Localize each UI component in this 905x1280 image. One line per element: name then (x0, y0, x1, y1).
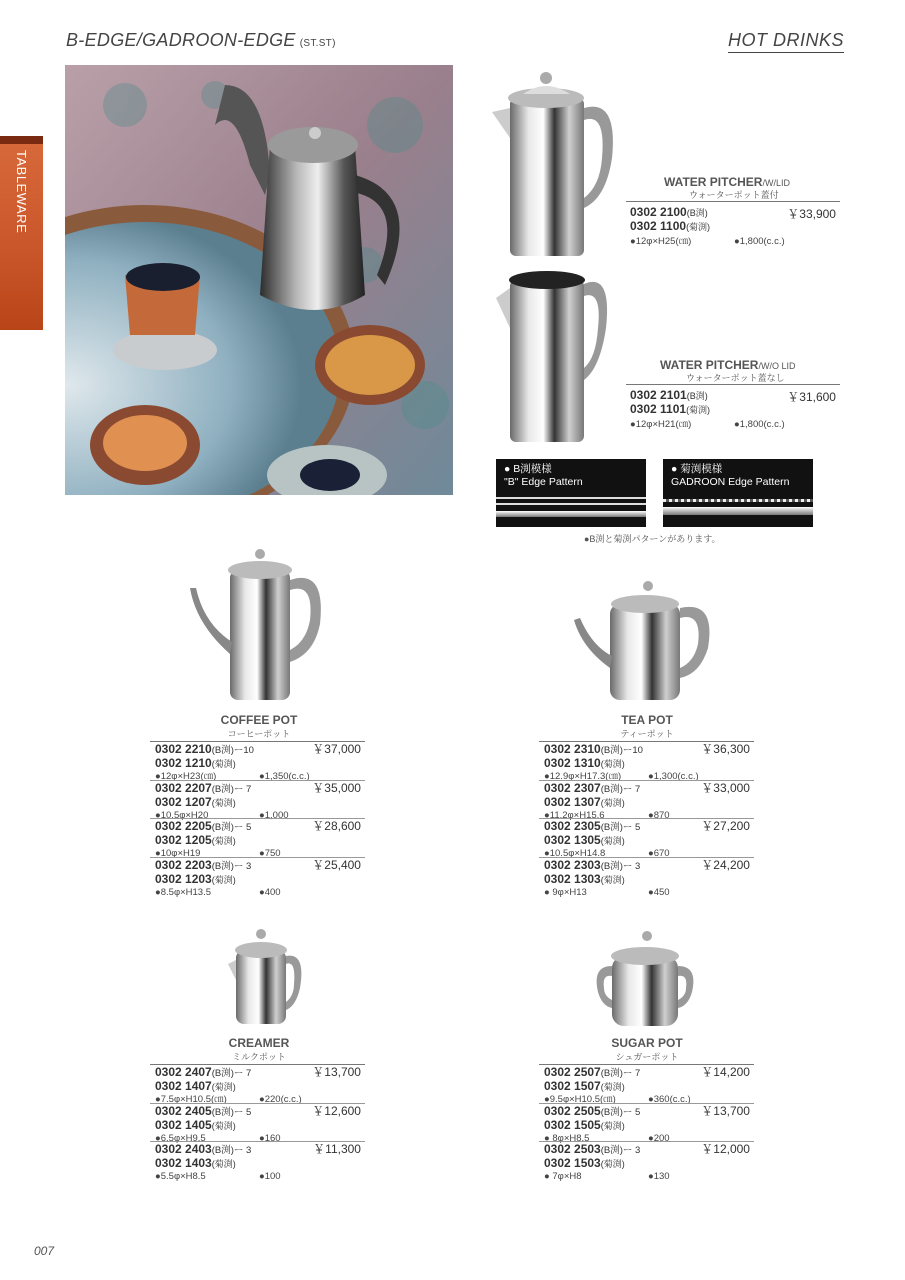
coffee-pot-jp: コーヒーポット (227, 729, 291, 739)
capacity: ●450 (648, 887, 670, 899)
item-code: 0302 1507 (544, 1079, 601, 1093)
sugar-pot-image (592, 926, 698, 1030)
capacity: ●220(c.c.) (259, 1094, 302, 1105)
section-title: B-EDGE/GADROON-EDGE (ST.ST) (66, 30, 336, 50)
edge-type: (菊渕) (600, 1159, 625, 1170)
edge-type: (菊渕) (600, 797, 625, 808)
capacity: ●360(c.c.) (648, 1094, 691, 1105)
edge-type: (B渕)ー 7 (211, 783, 252, 795)
dimensions: ●6.5φ×H9.5 (155, 1132, 206, 1144)
dimensions: ● 7φ×H8 (544, 1171, 582, 1183)
price: ￥24,200 (701, 858, 750, 873)
edge-type: (B渕)ー10 (600, 745, 643, 756)
creamer-spec-table (150, 1064, 365, 1183)
side-tab (0, 136, 43, 330)
item-code: 0302 2303 (544, 858, 601, 873)
price: ￥11,300 (313, 1142, 361, 1157)
item-code: 0302 1205 (155, 833, 212, 848)
capacity: ●750 (259, 848, 281, 860)
spec-row (150, 857, 365, 899)
item-code: 0302 1407 (155, 1079, 212, 1093)
price: ￥12,600 (312, 1103, 361, 1118)
item-code: 0302 1207 (155, 794, 212, 809)
spec-row (539, 741, 754, 780)
dimensions: ●8.5φ×H13.5 (155, 887, 212, 899)
edge-type: (菊渕) (600, 1120, 625, 1131)
price: ￥36,300 (701, 742, 750, 756)
capacity: ●1,350(c.c.) (259, 771, 310, 782)
price: ￥25,400 (312, 858, 361, 873)
item-code: 0302 1503 (544, 1156, 601, 1171)
item-code: 0302 1210 (155, 756, 212, 770)
item-code: 0302 2505 (544, 1103, 601, 1118)
edge-type: (菊渕) (600, 875, 625, 886)
water-pitcher-nolid-spec: 0302 2101(B渕) ￥31,600 0302 1101(菊渕) ●12φ×H21(㎝) ●1,800(c.c.) (630, 388, 836, 430)
item-code: 0302 1405 (155, 1117, 212, 1132)
capacity: ●200 (648, 1132, 670, 1144)
coffee-pot-spec-table (150, 741, 365, 899)
capacity: ●1,000 (259, 809, 289, 821)
water-pitcher-lid-jp: ウォーターポット蓋付 (689, 190, 779, 200)
price: ￥13,700 (312, 1065, 361, 1079)
item-code: 0302 1203 (155, 872, 212, 887)
water-pitcher-lid-image (488, 68, 620, 260)
side-tab-label: TABLEWARE (14, 150, 29, 234)
item-code: 0302 1505 (544, 1117, 601, 1132)
edge-type: (B渕)ー10 (211, 745, 254, 756)
item-code: 0302 2405 (155, 1103, 212, 1118)
water-pitcher-nolid-image (494, 268, 614, 448)
material-label: (ST.ST) (299, 38, 336, 49)
dimensions: ●12φ×H23(㎝) (155, 771, 217, 782)
item-code: 0302 1310 (544, 756, 601, 770)
edge-type: (B渕)ー 3 (600, 861, 641, 873)
spec-row (150, 780, 365, 819)
tea-pot-image (570, 578, 718, 704)
spec-row (539, 818, 754, 860)
item-code: 0302 1305 (544, 833, 601, 848)
dimensions: ●10.5φ×H20 (155, 809, 209, 821)
edge-type: (B渕)ー 5 (600, 822, 641, 834)
edge-type: (菊渕) (600, 836, 625, 847)
dimensions: ●12.9φ×H17.3(㎝) (544, 771, 622, 782)
spec-row (539, 857, 754, 899)
price: ￥13,700 (701, 1103, 750, 1118)
spec-row (150, 1064, 365, 1103)
creamer-jp: ミルクポット (232, 1052, 286, 1062)
edge-type: (B渕)ー 3 (211, 1145, 252, 1157)
dimensions: ●5.5φ×H8.5 (155, 1171, 206, 1183)
creamer-title: CREAMER (228, 1036, 290, 1050)
price: ￥27,200 (701, 819, 750, 834)
item-code: 0302 2203 (155, 858, 212, 873)
capacity: ●160 (259, 1132, 281, 1144)
sugar-pot-spec-table (539, 1064, 754, 1183)
edge-type: (B渕)ー 3 (600, 1145, 641, 1157)
capacity: ●670 (648, 848, 670, 860)
dimensions: ●11.2φ×H15.6 (544, 809, 605, 821)
item-code: 0302 2207 (155, 780, 212, 795)
item-code: 0302 1307 (544, 794, 601, 809)
item-code: 0302 2305 (544, 819, 601, 834)
edge-type: (菊渕) (211, 759, 236, 769)
lifestyle-photo (65, 65, 453, 495)
edge-type: (菊渕) (211, 1159, 236, 1170)
edge-type: (菊渕) (211, 797, 236, 808)
dimensions: ●10.5φ×H14.8 (544, 848, 606, 860)
item-code: 0302 2503 (544, 1142, 601, 1157)
dimensions: ●7.5φ×H10.5(㎝) (155, 1094, 227, 1105)
category-title: HOT DRINKS (728, 30, 844, 53)
page-number: 007 (34, 1244, 55, 1258)
item-code: 0302 2307 (544, 780, 601, 795)
item-code: 0302 2403 (155, 1142, 212, 1157)
edge-type: (菊渕) (211, 1082, 236, 1092)
spec-row (150, 1141, 365, 1183)
price: ￥28,600 (312, 819, 361, 834)
tea-pot-jp: ティーポット (620, 729, 674, 739)
edge-type: (B渕)ー 7 (600, 783, 641, 795)
edge-type: (B渕)ー 7 (600, 1068, 641, 1079)
price: ￥37,000 (312, 742, 361, 756)
coffee-pot-title: COFFEE POT (220, 713, 298, 727)
edge-type: (B渕)ー 7 (211, 1068, 252, 1079)
capacity: ●870 (648, 809, 670, 821)
edge-type: (菊渕) (211, 836, 236, 847)
water-pitcher-nolid-jp: ウォーターポット蓋なし (686, 373, 785, 383)
item-code: 0302 1403 (155, 1156, 212, 1171)
gadroon-edge-pattern-swatch: ● 菊渕模様 GADROON Edge Pattern (663, 459, 813, 527)
capacity: ●130 (648, 1171, 670, 1183)
spec-row (150, 741, 365, 780)
sugar-pot-title: SUGAR POT (611, 1036, 683, 1050)
edge-type: (菊渕) (211, 875, 236, 886)
edge-type: (菊渕) (600, 1082, 625, 1092)
spec-row (539, 1103, 754, 1142)
water-pitcher-lid-spec: 0302 2100(B渕) ￥33,900 0302 1100(菊渕) ●12φ×H25(㎝) ●1,800(c.c.) (630, 205, 836, 247)
spec-row (539, 1141, 754, 1183)
water-pitcher-lid-title: WATER PITCHER/W/LID (664, 175, 790, 189)
edge-type: (B渕)ー 5 (211, 822, 252, 834)
item-code: 0302 2310 (544, 742, 601, 756)
edge-type: (B渕)ー 5 (600, 1106, 641, 1118)
water-pitcher-nolid-title: WATER PITCHER/W/O LID (660, 358, 796, 372)
spec-row (150, 1103, 365, 1142)
coffee-pot-image (186, 544, 330, 704)
edge-type: (B渕)ー 3 (211, 861, 252, 873)
item-code: 0302 2210 (155, 742, 212, 756)
b-edge-pattern-swatch: ● B渕模様 "B" Edge Pattern (496, 459, 646, 527)
price: ￥33,000 (701, 780, 750, 795)
price: ￥12,000 (701, 1142, 750, 1157)
edge-type: (菊渕) (211, 1120, 236, 1131)
sugar-pot-jp: シュガーポット (615, 1052, 679, 1062)
capacity: ●1,300(c.c.) (648, 771, 699, 782)
item-code: 0302 2507 (544, 1065, 601, 1079)
item-code: 0302 1303 (544, 872, 601, 887)
dimensions: ● 8φ×H8.5 (544, 1132, 590, 1144)
spec-row (539, 780, 754, 819)
tea-pot-spec-table (539, 741, 754, 899)
dimensions: ● 9φ×H13 (544, 887, 587, 899)
price: ￥14,200 (701, 1065, 750, 1079)
spec-row (539, 1064, 754, 1103)
edge-type: (菊渕) (600, 759, 625, 769)
creamer-image (226, 926, 304, 1030)
pattern-note: ●B渕と菊渕パターンがあります。 (584, 534, 721, 544)
dimensions: ●9.5φ×H10.5(㎝) (544, 1094, 616, 1105)
spec-row (150, 818, 365, 860)
tea-pot-title: TEA POT (621, 713, 673, 727)
dimensions: ●10φ×H19 (155, 848, 201, 860)
item-code: 0302 2205 (155, 819, 212, 834)
capacity: ●400 (259, 887, 281, 899)
edge-type: (B渕)ー 5 (211, 1106, 252, 1118)
item-code: 0302 2407 (155, 1065, 212, 1079)
capacity: ●100 (259, 1171, 281, 1183)
price: ￥35,000 (312, 780, 361, 795)
